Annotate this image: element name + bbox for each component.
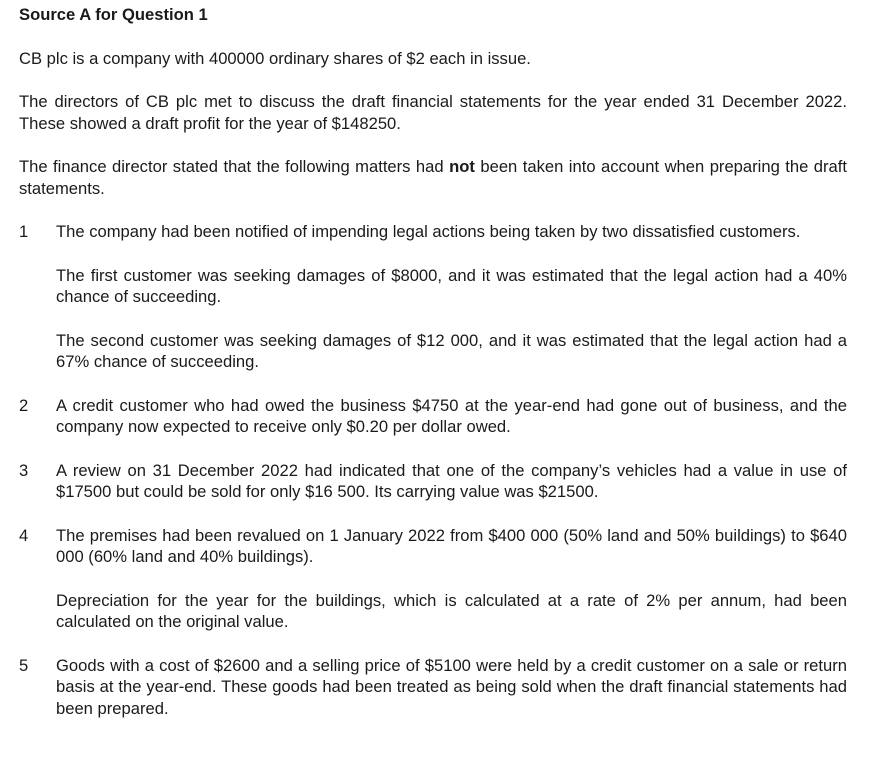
matter-paragraph: Depreciation for the year for the buildings, which is calculated at a rate of 2% per annum, had been calculated on the original value. [56, 590, 847, 631]
matter-item-2 [19, 395, 847, 438]
source-document [19, 4, 847, 741]
matter-paragraph: Goods with a cost of $2600 and a selling price of $5100 were held by a credit customer on a sale or return basis at the year-end. These goods had been treated as being sold when the draft financial statements had been prepared. [56, 655, 847, 718]
matter-number: 2 [19, 395, 29, 415]
matter-number: 5 [19, 655, 29, 675]
matter-paragraph: A review on 31 December 2022 had indicated that one of the company’s vehicles had a value in use of $17500 but could be sold for only $16 500. Its carrying value was $21500. [56, 460, 847, 501]
statement-text-before: The finance director stated that the following matters had [19, 157, 450, 176]
matter-paragraph: The first customer was seeking damages of $8000, and it was estimated that the legal action had a 40% chance of succeeding. [56, 265, 847, 306]
matter-paragraph: The premises had been revalued on 1 January 2022 from $400 000 (50% land and 50% buildings) to $640 000 (60% land and 40% buildings). [56, 525, 847, 566]
source-heading: Source A for Question 1 [19, 5, 208, 24]
matter-paragraph: The second customer was seeking damages of $12 000, and it was estimated that the legal action had a 67% chance of succeeding. [56, 330, 847, 371]
intro-paragraph-draft-profit: The directors of CB plc met to discuss the draft financial statements for the year ended 31 December 2022. These showed a draft profit for the year of $148250. [19, 92, 847, 133]
matter-paragraph: A credit customer who had owed the business $4750 at the year-end had gone out of business, and the company now expected to receive only $0.20 per dollar owed. [56, 395, 847, 436]
matter-number: 1 [19, 222, 29, 241]
statement-text-after: been taken into account when preparing the draft statements. [19, 157, 847, 198]
matter-number: 4 [19, 525, 29, 545]
matter-item-3 [19, 460, 847, 503]
statement-emphasis: not [449, 157, 475, 176]
matter-item-1 [19, 221, 847, 373]
matter-item-4 [19, 525, 847, 633]
intro-paragraph-shares: CB plc is a company with 400000 ordinary shares of $2 each in issue. [19, 48, 531, 68]
matter-paragraph: The company had been notified of impending legal actions being taken by two dissatisfied customers. [56, 222, 801, 241]
finance-director-statement [19, 156, 847, 199]
matter-number: 3 [19, 460, 29, 480]
matter-item-5 [19, 655, 847, 720]
